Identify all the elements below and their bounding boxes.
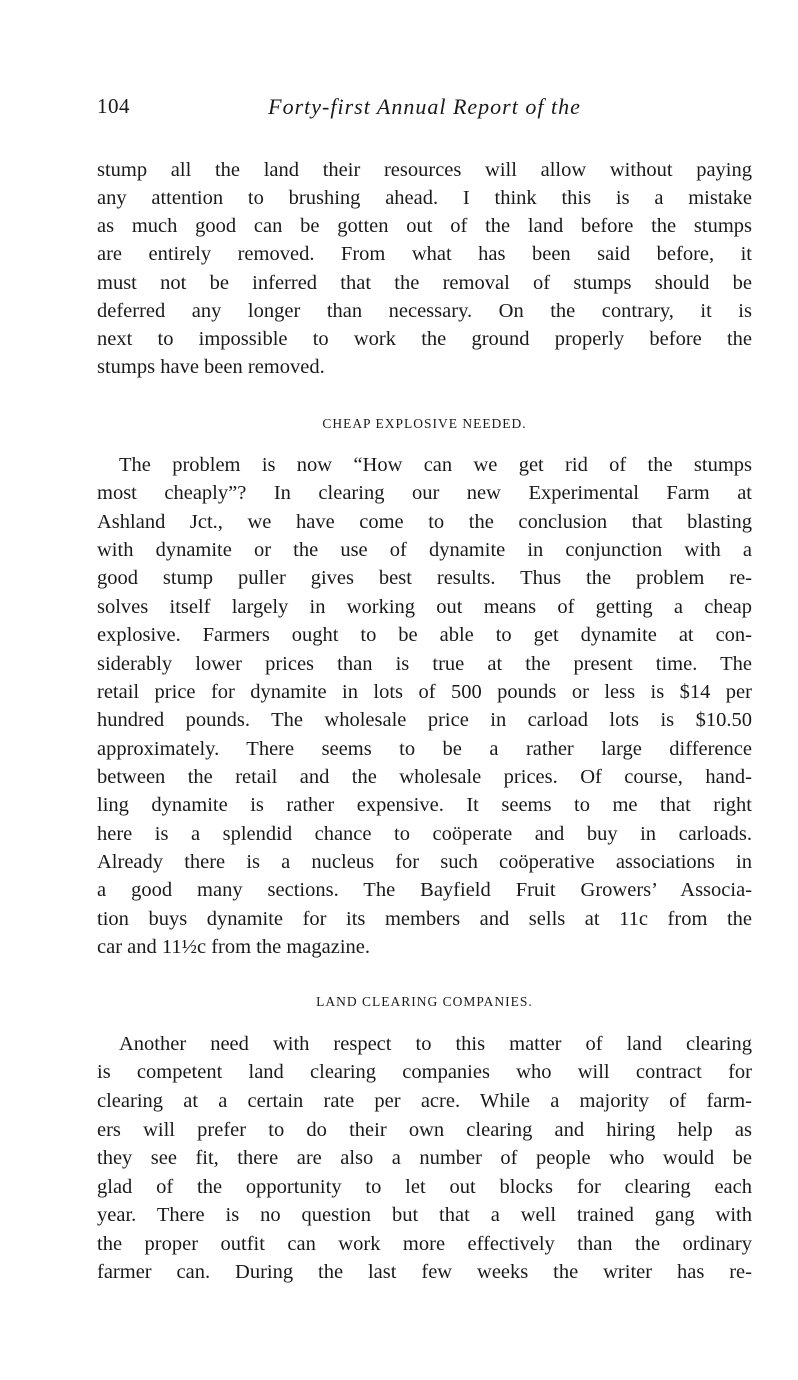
text-line: stump all the land their resources will allow without paying xyxy=(97,159,752,181)
text-line: year. There is no question but that a well trained gang with xyxy=(97,1204,752,1226)
text-line: next to impossible to work the ground properly before the xyxy=(97,328,752,350)
text-line: retail price for dynamite in lots of 500 pounds or less is $14 per xyxy=(97,681,752,703)
text-line: explosive. Farmers ought to be able to get dynamite at con- xyxy=(97,624,752,646)
text-line: farmer can. During the last few weeks the writer has re- xyxy=(97,1261,752,1283)
section-heading-land-clearing: LAND CLEARING COMPANIES. xyxy=(316,994,533,1009)
text-line: most cheaply”? In clearing our new Experimental Farm at xyxy=(97,482,752,504)
text-line: here is a splendid chance to coöperate and buy in carloads. xyxy=(97,823,752,845)
text-line: must not be inferred that the removal of stumps should be xyxy=(97,272,752,294)
text-line: any attention to brushing ahead. I think this is a mistake xyxy=(97,187,752,209)
text-line: tion buys dynamite for its members and sells at 11c from the xyxy=(97,908,752,930)
text-line: Ashland Jct., we have come to the conclusion that blasting xyxy=(97,511,752,533)
text-line: a good many sections. The Bayfield Fruit Growers’ Associa- xyxy=(97,879,752,901)
page-number: 104 xyxy=(97,94,130,118)
running-head xyxy=(97,94,752,130)
text-line: The problem is now “How can we get rid of the stumps xyxy=(119,454,752,476)
text-line: good stump puller gives best results. Thus the problem re- xyxy=(97,567,752,589)
text-line: as much good can be gotten out of the land before the stumps xyxy=(97,215,752,237)
text-line: with dynamite or the use of dynamite in conjunction with a xyxy=(97,539,752,561)
section-heading-cheap-explosive: CHEAP EXPLOSIVE NEEDED. xyxy=(322,416,527,431)
running-title: Forty-first Annual Report of the xyxy=(268,94,581,119)
text-line: car and 11½c from the magazine. xyxy=(97,936,371,958)
text-line: Another need with respect to this matter of land clearing xyxy=(119,1033,752,1055)
text-line: are entirely removed. From what has been said before, it xyxy=(97,243,752,265)
text-line: stumps have been removed. xyxy=(97,356,325,378)
text-line: deferred any longer than necessary. On the contrary, it is xyxy=(97,300,752,322)
text-line: between the retail and the wholesale prices. Of course, hand- xyxy=(97,766,752,788)
text-line: Already there is a nucleus for such coöperative associations in xyxy=(97,851,752,873)
text-line: glad of the opportunity to let out blocks for clearing each xyxy=(97,1176,752,1198)
text-line: ling dynamite is rather expensive. It seems to me that right xyxy=(97,794,752,816)
text-line: the proper outfit can work more effectively than the ordinary xyxy=(97,1233,752,1255)
text-line: clearing at a certain rate per acre. While a majority of farm- xyxy=(97,1090,752,1112)
text-line: they see fit, there are also a number of people who would be xyxy=(97,1147,752,1169)
text-line: ers will prefer to do their own clearing and hiring help as xyxy=(97,1119,752,1141)
text-line: hundred pounds. The wholesale price in carload lots is $10.50 xyxy=(97,709,752,731)
text-line: solves itself largely in working out means of getting a cheap xyxy=(97,596,752,618)
text-line: is competent land clearing companies who will contract for xyxy=(97,1061,752,1083)
text-line: siderably lower prices than is true at the present time. The xyxy=(97,653,752,675)
text-line: approximately. There seems to be a rather large difference xyxy=(97,738,752,760)
